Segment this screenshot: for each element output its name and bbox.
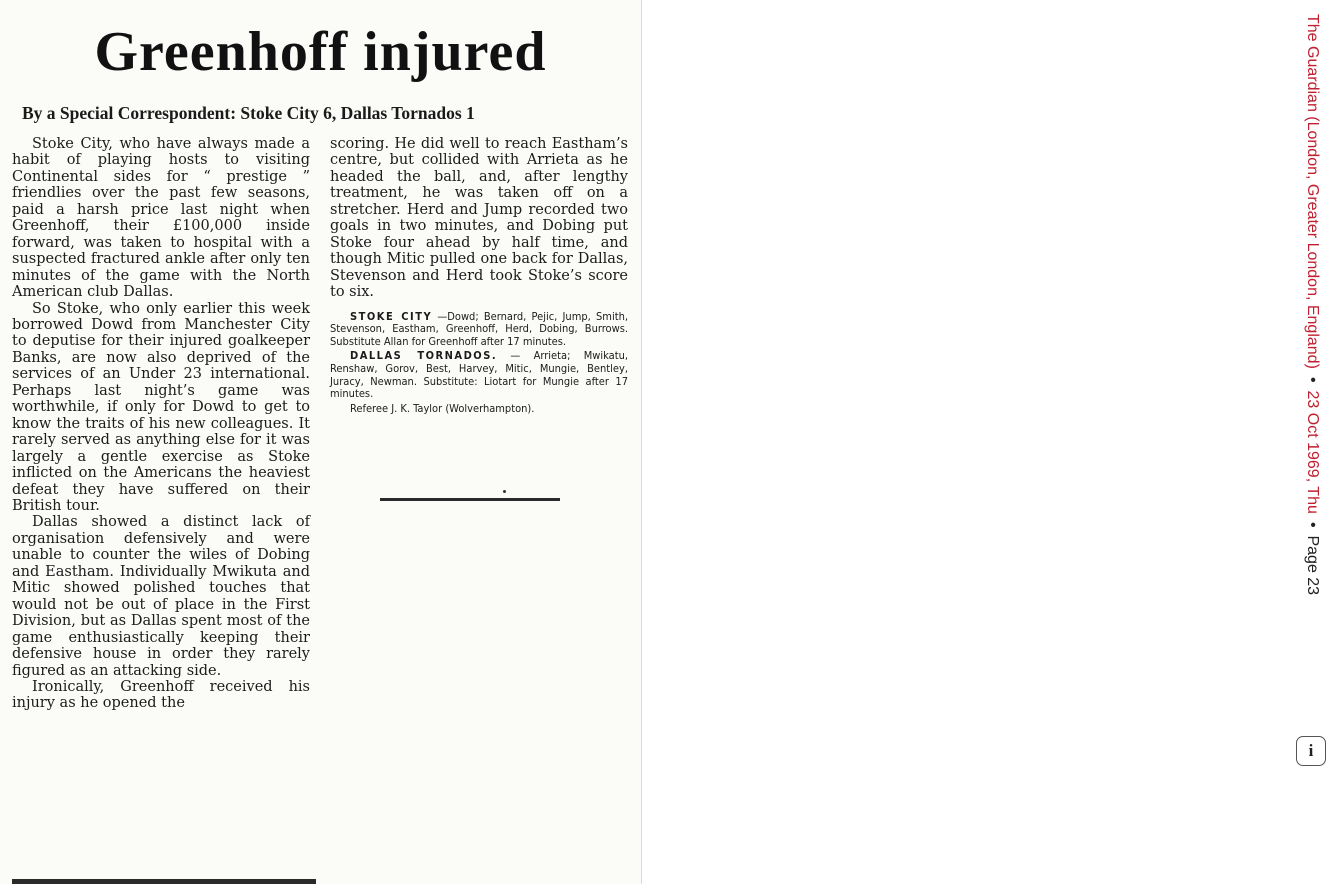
paragraph: Stoke City, who have always made a habit of playing hosts to visiting Continental sides for “ prestige ” friendlies over the past few seasons, paid a harsh price last night when Greenhoff, their £100,000 inside forward, was taken to hospital with a suspected fractured ankle after only ten minutes of the game with the North American club Dallas. xyxy=(12,136,310,301)
clipping-info-sidebar xyxy=(642,0,1321,884)
team-name: STOKE CITY xyxy=(350,309,433,323)
paragraph: Dallas showed a distinct lack of organisation defensively and were unable to counter the wiles of Dobing and Eastham. Individually Mwikuta and Mitic showed polished touches that would not be out of place in the First Division, but as Dallas spent most of the game enthusiastically keeping their defensive house in order they rarely figured as an attacking side. xyxy=(12,514,310,679)
separator: • xyxy=(1304,376,1321,383)
article-column-left xyxy=(12,136,310,712)
page-number: Page 23 xyxy=(1304,535,1321,596)
dallas-lineup xyxy=(330,350,628,400)
column-end-rule xyxy=(380,498,560,501)
lineup-text: —Dowd; Bernard, Pejic, Jump, Smith, Stevenson, Eastham, Greenhoff, Herd, Dobing, Burrows. Substitute Allan for Greenhoff after 17 minutes. xyxy=(330,309,628,348)
date-link[interactable]: 23 Oct 1969, Thu xyxy=(1304,390,1321,514)
clipping-metadata xyxy=(1304,14,1320,595)
separator: • xyxy=(1304,521,1321,528)
print-mark xyxy=(503,490,506,493)
article-column-right xyxy=(330,136,628,417)
info-icon: i xyxy=(1308,741,1314,760)
team-lineups xyxy=(330,311,628,416)
newspaper-clipping xyxy=(0,0,641,884)
source-link[interactable]: The Guardian (London, Greater London, England) xyxy=(1304,14,1321,369)
info-button[interactable] xyxy=(1296,736,1326,766)
team-name: DALLAS TORNADOS. xyxy=(350,349,498,363)
headline: Greenhoff injured xyxy=(94,21,547,83)
bottom-rule xyxy=(12,879,316,884)
stoke-lineup xyxy=(330,311,628,349)
referee-line: Referee J. K. Taylor (Wolverhampton). xyxy=(350,401,535,415)
lineup-text: — Arrieta; Mwikatu, Renshaw, Gorov, Best, Harvey, Mitic, Mungie, Bentley, Juracy, Newman. Substitute: Liotart for Mungie after 17 minutes. xyxy=(330,349,628,401)
byline: By a Special Correspondent: Stoke City 6, Dallas Tornados 1 xyxy=(22,103,475,123)
paragraph: So Stoke, who only earlier this week borrowed Dowd from Manchester City to deputise for their injured goalkeeper Banks, are now also deprived of the services of an Under 23 international. Perhaps last night’s game was worthwhile, if only for Dowd to get to know the traits of his new colleagues. It rarely served as anything else for it was largely a gentle exercise as Stoke inflicted on the Americans the heaviest defeat they have suffered on their British tour. xyxy=(12,300,310,514)
paragraph: Ironically, Greenhoff received his injury as he opened the xyxy=(12,678,310,712)
paragraph: scoring. He did well to reach Eastham’s centre, but collided with Arrieta as he headed the ball, and, after lengthy treatment, he was taken off on a stretcher. Herd and Jump recorded two goals in two minutes, and Dobing put Stoke four ahead by half time, and though Mitic pulled one back for Dallas, Stevenson and Herd took Stoke’s score to six. xyxy=(330,136,628,301)
